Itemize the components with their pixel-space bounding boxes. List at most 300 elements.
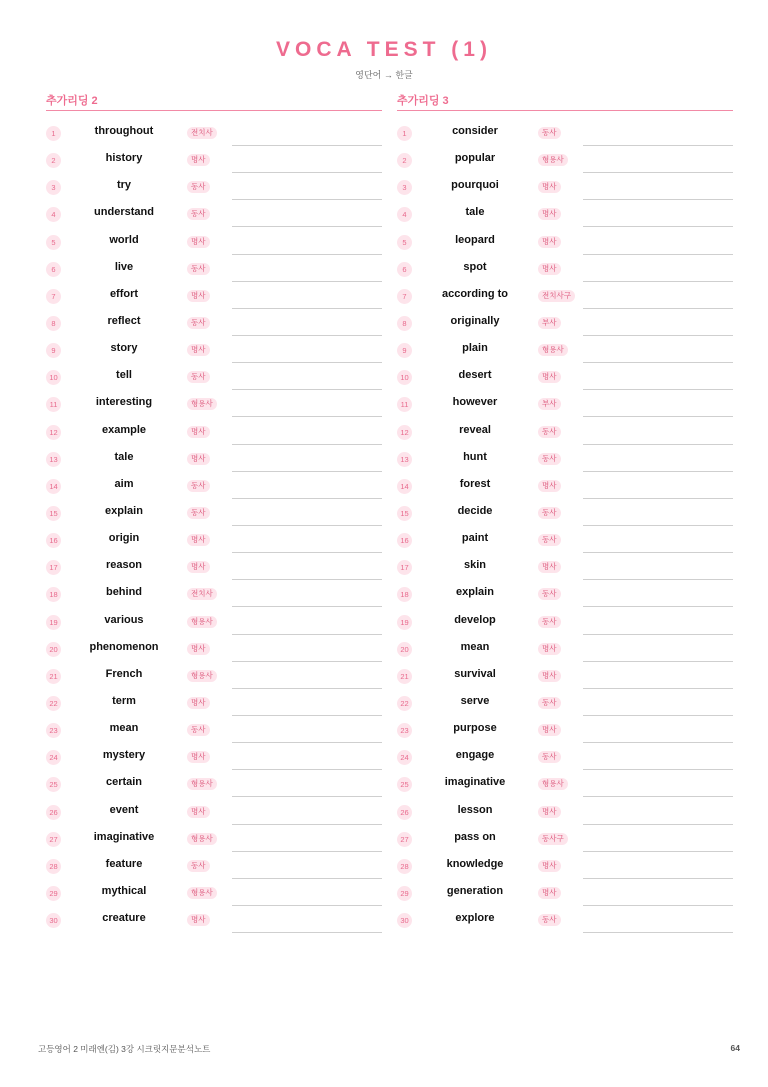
page-title: VOCA TEST (1) [276, 38, 492, 61]
item-number-badge: 18 [397, 587, 412, 602]
part-of-speech-badge: 동사 [187, 181, 210, 193]
answer-line[interactable] [583, 606, 733, 607]
answer-line[interactable] [583, 172, 733, 173]
item-number-badge: 17 [397, 560, 412, 575]
part-of-speech-badge: 부사 [538, 398, 561, 410]
vocab-row [46, 853, 382, 880]
answer-line[interactable] [583, 824, 733, 825]
part-of-speech-badge: 부사 [538, 317, 561, 329]
vocab-word: popular [454, 152, 496, 165]
item-number-badge: 28 [397, 859, 412, 874]
vocab-word: term [112, 694, 136, 707]
part-of-speech-badge: 명사 [187, 751, 210, 763]
part-of-speech-badge: 형용사 [187, 616, 217, 628]
answer-line[interactable] [583, 335, 733, 336]
answer-line[interactable] [232, 878, 382, 879]
part-of-speech-badge: 명사 [187, 344, 210, 356]
vocab-row [397, 500, 733, 527]
item-number-badge: 5 [46, 235, 61, 250]
item-number-badge: 6 [397, 262, 412, 277]
item-number-badge: 10 [46, 370, 61, 385]
item-number-badge: 2 [46, 153, 61, 168]
part-of-speech-badge: 명사 [187, 290, 210, 302]
vocab-word: originally [450, 314, 500, 327]
vocab-word: reveal [459, 423, 491, 436]
part-of-speech-badge: 명사 [187, 534, 210, 546]
vocab-row [397, 609, 733, 636]
item-number-badge: 12 [397, 425, 412, 440]
part-of-speech-badge: 명사 [187, 806, 210, 818]
vocab-row [46, 744, 382, 771]
answer-line[interactable] [232, 742, 382, 743]
vocab-row [397, 391, 733, 418]
vocab-row [46, 690, 382, 717]
item-number-badge: 24 [46, 750, 61, 765]
page-subtitle: 영단어 → 한글 [355, 70, 413, 80]
item-number-badge: 20 [397, 642, 412, 657]
vocab-row [397, 310, 733, 337]
part-of-speech-badge: 형용사 [187, 833, 217, 845]
part-of-speech-badge: 명사 [538, 181, 561, 193]
vocab-row [46, 201, 382, 228]
vocab-row [397, 120, 733, 147]
vocab-row [46, 880, 382, 907]
part-of-speech-badge: 명사 [538, 670, 561, 682]
vocab-word: example [101, 423, 147, 436]
part-of-speech-badge: 명사 [538, 236, 561, 248]
part-of-speech-badge: 명사 [538, 208, 561, 220]
vocab-row [46, 364, 382, 391]
answer-line[interactable] [232, 498, 382, 499]
part-of-speech-badge: 명사 [538, 561, 561, 573]
item-number-badge: 24 [397, 750, 412, 765]
vocab-word: plain [462, 342, 488, 355]
part-of-speech-badge: 동사 [538, 534, 561, 546]
answer-line[interactable] [232, 281, 382, 282]
vocab-row [397, 880, 733, 907]
answer-line[interactable] [232, 444, 382, 445]
vocab-row [46, 826, 382, 853]
answer-line[interactable] [583, 362, 733, 363]
part-of-speech-badge: 동사 [538, 426, 561, 438]
part-of-speech-badge: 동사 [538, 751, 561, 763]
vocab-row [46, 771, 382, 798]
item-number-badge: 14 [397, 479, 412, 494]
item-number-badge: 9 [46, 343, 61, 358]
vocab-row [46, 663, 382, 690]
part-of-speech-badge: 동사구 [538, 833, 568, 845]
vocab-row [46, 419, 382, 446]
vocab-row [46, 310, 382, 337]
answer-line[interactable] [232, 824, 382, 825]
item-number-badge: 30 [46, 913, 61, 928]
answer-line[interactable] [583, 254, 733, 255]
vocab-row [46, 527, 382, 554]
item-number-badge: 9 [397, 343, 412, 358]
part-of-speech-badge: 명사 [538, 263, 561, 275]
item-number-badge: 1 [397, 126, 412, 141]
vocab-row [397, 473, 733, 500]
answer-line[interactable] [232, 579, 382, 580]
answer-line[interactable] [232, 851, 382, 852]
part-of-speech-badge: 명사 [538, 643, 561, 655]
item-number-badge: 8 [46, 316, 61, 331]
vocab-word: history [105, 152, 143, 165]
part-of-speech-badge: 명사 [538, 371, 561, 383]
vocab-row [46, 229, 382, 256]
answer-line[interactable] [583, 525, 733, 526]
item-number-badge: 4 [46, 207, 61, 222]
vocab-row [397, 174, 733, 201]
item-number-badge: 7 [46, 289, 61, 304]
vocab-word: tale [114, 450, 134, 463]
vocab-row [397, 636, 733, 663]
vocab-word: paint [461, 532, 489, 545]
vocab-row [397, 201, 733, 228]
part-of-speech-badge: 형용사 [187, 398, 217, 410]
vocab-word: tale [465, 206, 485, 219]
item-number-badge: 18 [46, 587, 61, 602]
part-of-speech-badge: 동사 [187, 480, 210, 492]
vocab-word: purpose [453, 722, 497, 735]
part-of-speech-badge: 전치사 [187, 588, 217, 600]
vocab-row [397, 717, 733, 744]
vocab-word: develop [454, 613, 496, 626]
answer-line[interactable] [232, 525, 382, 526]
vocab-word: event [109, 803, 139, 816]
item-number-badge: 22 [46, 696, 61, 711]
part-of-speech-badge: 명사 [187, 426, 210, 438]
part-of-speech-badge: 동사 [187, 263, 210, 275]
item-number-badge: 3 [46, 180, 61, 195]
part-of-speech-badge: 동사 [538, 588, 561, 600]
part-of-speech-badge: 동사 [538, 453, 561, 465]
part-of-speech-badge: 전치사 [187, 127, 217, 139]
item-number-badge: 8 [397, 316, 412, 331]
part-of-speech-badge: 형용사 [538, 344, 568, 356]
answer-line[interactable] [583, 308, 733, 309]
part-of-speech-badge: 명사 [187, 453, 210, 465]
answer-line[interactable] [232, 335, 382, 336]
vocab-word: tell [116, 369, 132, 382]
answer-line[interactable] [232, 715, 382, 716]
vocab-word: imaginative [93, 830, 155, 843]
part-of-speech-badge: 동사 [187, 208, 210, 220]
answer-line[interactable] [583, 145, 733, 146]
answer-line[interactable] [232, 471, 382, 472]
answer-line[interactable] [232, 796, 382, 797]
answer-line[interactable] [583, 389, 733, 390]
vocab-row [397, 147, 733, 174]
item-number-badge: 13 [46, 452, 61, 467]
vocab-word: hunt [463, 450, 487, 463]
answer-line[interactable] [583, 416, 733, 417]
part-of-speech-badge: 명사 [538, 887, 561, 899]
vocab-word: engage [455, 749, 495, 762]
vocab-word: explain [105, 504, 143, 517]
vocab-row [397, 446, 733, 473]
answer-line[interactable] [232, 389, 382, 390]
answer-line[interactable] [232, 634, 382, 635]
answer-line[interactable] [232, 905, 382, 906]
answer-line[interactable] [583, 688, 733, 689]
answer-line[interactable] [583, 281, 733, 282]
part-of-speech-badge: 동사 [187, 860, 210, 872]
vocab-list [46, 120, 382, 934]
vocab-row [46, 717, 382, 744]
vocab-row [397, 853, 733, 880]
part-of-speech-badge: 동사 [187, 724, 210, 736]
vocab-word: desert [458, 369, 492, 382]
vocab-row [46, 391, 382, 418]
vocab-word: aim [114, 477, 134, 490]
vocab-row [397, 771, 733, 798]
vocab-word: explain [456, 586, 494, 599]
answer-line[interactable] [583, 905, 733, 906]
vocab-word: understand [94, 206, 154, 219]
answer-line[interactable] [583, 715, 733, 716]
part-of-speech-badge: 동사 [187, 507, 210, 519]
item-number-badge: 23 [46, 723, 61, 738]
part-of-speech-badge: 명사 [187, 561, 210, 573]
vocab-word: serve [460, 694, 490, 707]
vocab-word: however [452, 396, 498, 409]
answer-line[interactable] [583, 471, 733, 472]
part-of-speech-badge: 동사 [538, 697, 561, 709]
item-number-badge: 13 [397, 452, 412, 467]
part-of-speech-badge: 명사 [538, 724, 561, 736]
part-of-speech-badge: 형용사 [187, 887, 217, 899]
vocab-row [397, 663, 733, 690]
item-number-badge: 15 [397, 506, 412, 521]
vocab-word: lesson [457, 803, 493, 816]
vocab-row [397, 554, 733, 581]
vocab-row [46, 907, 382, 934]
vocab-word: generation [446, 884, 504, 897]
vocab-word: creature [102, 912, 146, 925]
vocab-row [397, 337, 733, 364]
answer-line[interactable] [232, 769, 382, 770]
vocab-word: try [116, 179, 132, 192]
answer-line[interactable] [232, 145, 382, 146]
part-of-speech-badge: 동사 [538, 616, 561, 628]
answer-line[interactable] [232, 688, 382, 689]
part-of-speech-badge: 명사 [538, 806, 561, 818]
item-number-badge: 12 [46, 425, 61, 440]
vocab-word: origin [108, 532, 140, 545]
item-number-badge: 11 [397, 397, 412, 412]
vocab-row [397, 581, 733, 608]
part-of-speech-badge: 명사 [538, 860, 561, 872]
answer-line[interactable] [583, 851, 733, 852]
vocab-row [397, 799, 733, 826]
vocab-word: mean [109, 722, 139, 735]
answer-line[interactable] [232, 606, 382, 607]
vocab-row [46, 446, 382, 473]
section-title: 추가리딩 3 [397, 92, 733, 111]
vocab-word: effort [109, 287, 139, 300]
vocab-row [46, 500, 382, 527]
answer-line[interactable] [583, 634, 733, 635]
vocab-word: mean [460, 640, 490, 653]
item-number-badge: 27 [397, 832, 412, 847]
item-number-badge: 2 [397, 153, 412, 168]
vocab-word: skin [463, 559, 486, 572]
item-number-badge: 21 [397, 669, 412, 684]
vocab-row [397, 419, 733, 446]
section-title: 추가리딩 2 [46, 92, 382, 111]
part-of-speech-badge: 전치사구 [538, 290, 575, 302]
item-number-badge: 26 [46, 805, 61, 820]
vocab-row [397, 826, 733, 853]
item-number-badge: 3 [397, 180, 412, 195]
item-number-badge: 28 [46, 859, 61, 874]
vocab-word: pourquoi [451, 179, 499, 192]
answer-line[interactable] [232, 552, 382, 553]
vocab-word: pass on [454, 830, 496, 843]
vocab-word: decide [457, 504, 493, 517]
vocab-word: throughout [94, 125, 154, 137]
vocab-word: French [105, 667, 143, 680]
item-number-badge: 19 [397, 615, 412, 630]
vocab-row [46, 174, 382, 201]
answer-line[interactable] [232, 932, 382, 933]
answer-line[interactable] [583, 199, 733, 200]
vocab-word: world [109, 233, 139, 246]
vocab-row [46, 799, 382, 826]
answer-line[interactable] [583, 742, 733, 743]
part-of-speech-badge: 형용사 [538, 154, 568, 166]
item-number-badge: 6 [46, 262, 61, 277]
item-number-badge: 29 [397, 886, 412, 901]
vocab-word: knowledge [446, 857, 504, 870]
vocab-row [46, 283, 382, 310]
item-number-badge: 14 [46, 479, 61, 494]
item-number-badge: 29 [46, 886, 61, 901]
part-of-speech-badge: 형용사 [187, 670, 217, 682]
item-number-badge: 21 [46, 669, 61, 684]
part-of-speech-badge: 동사 [538, 507, 561, 519]
part-of-speech-badge: 형용사 [187, 778, 217, 790]
answer-line[interactable] [232, 308, 382, 309]
part-of-speech-badge: 동사 [538, 914, 561, 926]
item-number-badge: 25 [397, 777, 412, 792]
answer-line[interactable] [232, 226, 382, 227]
footer-book-title: 고등영어 2 미래엔(김) 3강 시크릿지문분석노트 [38, 1044, 211, 1054]
answer-line[interactable] [583, 498, 733, 499]
answer-line[interactable] [232, 199, 382, 200]
vocab-row [46, 337, 382, 364]
vocab-row [397, 256, 733, 283]
part-of-speech-badge: 명사 [187, 154, 210, 166]
answer-line[interactable] [583, 444, 733, 445]
answer-line[interactable] [583, 932, 733, 933]
part-of-speech-badge: 명사 [538, 480, 561, 492]
vocab-word: certain [105, 776, 143, 789]
answer-line[interactable] [583, 769, 733, 770]
answer-line[interactable] [583, 552, 733, 553]
part-of-speech-badge: 동사 [187, 371, 210, 383]
item-number-badge: 15 [46, 506, 61, 521]
answer-line[interactable] [583, 878, 733, 879]
item-number-badge: 19 [46, 615, 61, 630]
vocab-row [397, 527, 733, 554]
vocab-word: interesting [95, 396, 153, 409]
section-left [46, 92, 382, 934]
part-of-speech-badge: 형용사 [538, 778, 568, 790]
vocab-row [397, 690, 733, 717]
vocab-word: mystery [102, 749, 146, 762]
part-of-speech-badge: 동사 [187, 317, 210, 329]
vocab-row [397, 744, 733, 771]
vocab-row [397, 364, 733, 391]
item-number-badge: 16 [46, 533, 61, 548]
part-of-speech-badge: 명사 [187, 236, 210, 248]
answer-line[interactable] [583, 226, 733, 227]
answer-line[interactable] [583, 661, 733, 662]
vocab-word: story [110, 342, 138, 355]
vocab-row [46, 147, 382, 174]
answer-line[interactable] [232, 362, 382, 363]
part-of-speech-badge: 동사 [538, 127, 561, 139]
item-number-badge: 7 [397, 289, 412, 304]
item-number-badge: 10 [397, 370, 412, 385]
vocab-word: behind [105, 586, 143, 599]
vocab-row [397, 283, 733, 310]
item-number-badge: 1 [46, 126, 61, 141]
vocab-word: feature [105, 857, 143, 870]
part-of-speech-badge: 명사 [187, 697, 210, 709]
vocab-list [397, 120, 733, 934]
vocab-row [46, 609, 382, 636]
vocab-word: various [104, 613, 144, 626]
answer-line[interactable] [232, 416, 382, 417]
vocab-word: forest [459, 477, 491, 490]
vocab-row [397, 907, 733, 934]
vocab-word: reason [105, 559, 143, 572]
vocab-word: consider [452, 125, 498, 137]
item-number-badge: 27 [46, 832, 61, 847]
vocab-row [46, 120, 382, 147]
item-number-badge: 25 [46, 777, 61, 792]
part-of-speech-badge: 명사 [187, 643, 210, 655]
item-number-badge: 23 [397, 723, 412, 738]
vocab-word: spot [463, 260, 487, 273]
answer-line[interactable] [232, 254, 382, 255]
vocab-word: imaginative [444, 776, 506, 789]
item-number-badge: 17 [46, 560, 61, 575]
item-number-badge: 4 [397, 207, 412, 222]
answer-line[interactable] [232, 661, 382, 662]
page-number: 64 [730, 1043, 740, 1053]
item-number-badge: 26 [397, 805, 412, 820]
item-number-badge: 22 [397, 696, 412, 711]
answer-line[interactable] [583, 796, 733, 797]
vocab-word: leopard [455, 233, 495, 246]
answer-line[interactable] [232, 172, 382, 173]
section-right [397, 92, 733, 934]
vocab-word: live [114, 260, 134, 273]
part-of-speech-badge: 명사 [187, 914, 210, 926]
item-number-badge: 16 [397, 533, 412, 548]
vocab-row [46, 473, 382, 500]
vocab-word: explore [455, 912, 495, 925]
answer-line[interactable] [583, 579, 733, 580]
vocab-row [46, 636, 382, 663]
vocab-word: survival [454, 667, 496, 680]
item-number-badge: 20 [46, 642, 61, 657]
vocab-word: according to [441, 287, 508, 300]
